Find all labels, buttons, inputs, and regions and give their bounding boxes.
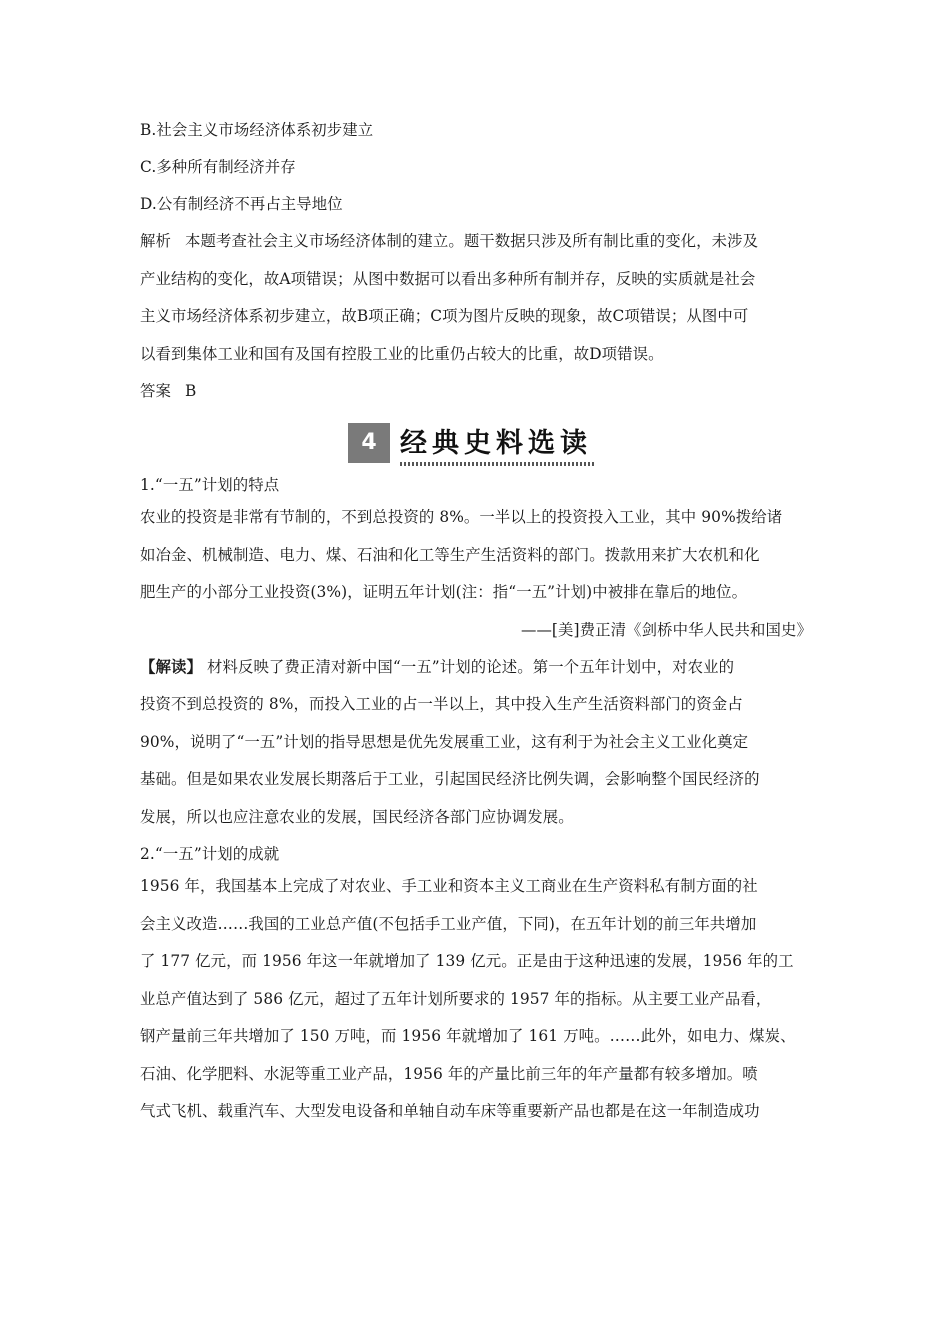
interpretation-line: 投资不到总投资的 8%，而投入工业的占一半以上，其中投入生产生活资料部门的资金占 [140, 695, 743, 713]
material-line: 石油、化学肥料、水泥等重工业产品，1956 年的产量比前三年的年产量都有较多增加。喷 [140, 1064, 758, 1083]
section1-material [140, 505, 812, 618]
section2-title: 2.“一五”计划的成就 [140, 845, 280, 863]
answer-value: B [184, 382, 197, 400]
answer-line [140, 379, 812, 417]
section-heading-title: 经典史料选读 [400, 421, 592, 464]
material-line: 业总产值达到了 586 亿元，超过了五年计划所要求的 1957 年的指标。从主要工业产品看， [140, 989, 772, 1008]
answer-label: 答案 [140, 382, 171, 400]
interpretation-line: 【解读】 材料反映了费正清对新中国“一五”计划的论述。第一个五年计划中，对农业的 [140, 657, 735, 676]
material-line: 气式飞机、载重汽车、大型发电设备和单轴自动车床等重要新产品也都是在这一年制造成功 [140, 1102, 760, 1120]
option-d: D.公有制经济不再占主导地位 [140, 195, 343, 213]
analysis-block [140, 229, 812, 379]
analysis-line: 以看到集体工业和国有及国有控股工业的比重仍占较大的比重，故D项错误。 [140, 344, 664, 363]
analysis-line: 主义市场经济体系初步建立，故B项正确；C项为图片反映的现象，故C项错误；从图中可 [140, 307, 749, 325]
interpretation-label: 【解读】 [140, 657, 202, 676]
option-b: B.社会主义市场经济体系初步建立 [140, 121, 374, 139]
section1-title: 1.“一五”计划的特点 [140, 476, 280, 494]
interpretation-line: 发展，所以也应注意农业的发展，国民经济各部门应协调发展。 [140, 807, 574, 826]
option-c: C.多种所有制经济并存 [140, 158, 296, 176]
analysis-label: 解析 [140, 232, 171, 250]
material-line: 农业的投资是非常有节制的，不到总投资的 8%。一半以上的投资投入工业，其中 90%拨给诸 [140, 508, 783, 526]
material-line: 钢产量前三年共增加了 150 万吨，而 1956 年就增加了 161 万吨。……此外，如电力、煤炭、 [140, 1027, 796, 1045]
interpretation-line: 90%，说明了“一五”计划的指导思想是优先发展重工业，这有利于为社会主义工业化奠定 [140, 732, 749, 751]
material-line: 1956 年，我国基本上完成了对农业、手工业和资本主义工商业在生产资料私有制方面的社 [140, 877, 758, 895]
analysis-line: 解析 本题考查社会主义市场经济体制的建立。题干数据只涉及所有制比重的变化，未涉及 [140, 232, 759, 250]
material-line: 会主义改造……我国的工业总产值(不包括手工业产值，下同)，在五年计划的前三年共增加 [140, 914, 757, 933]
section-heading [140, 417, 812, 473]
material-source: ——[美]费正清《剑桥中华人民共和国史》 [520, 620, 812, 639]
document-page [140, 118, 812, 1137]
material-line: 了 177 亿元，而 1956 年这一年就增加了 139 亿元。正是由于这种迅速的发展，1956 年的工 [140, 952, 794, 970]
material-line: 如冶金、机械制造、电力、煤、石油和化工等生产生活资料的部门。拨款用来扩大农机和化 [140, 545, 760, 564]
interpretation-line: 基础。但是如果农业发展长期落后于工业，引起国民经济比例失调，会影响整个国民经济的 [140, 770, 760, 788]
interpretation-block [140, 655, 812, 843]
analysis-line: 产业结构的变化，故A项错误；从图中数据可以看出多种所有制并存，反映的实质就是社会 [140, 269, 756, 288]
section-number-badge: 4 [348, 423, 390, 463]
section2-material [140, 874, 812, 1137]
material-line: 肥生产的小部分工业投资(3%)，证明五年计划(注：指“一五”计划)中被排在靠后的地位。 [140, 583, 748, 601]
